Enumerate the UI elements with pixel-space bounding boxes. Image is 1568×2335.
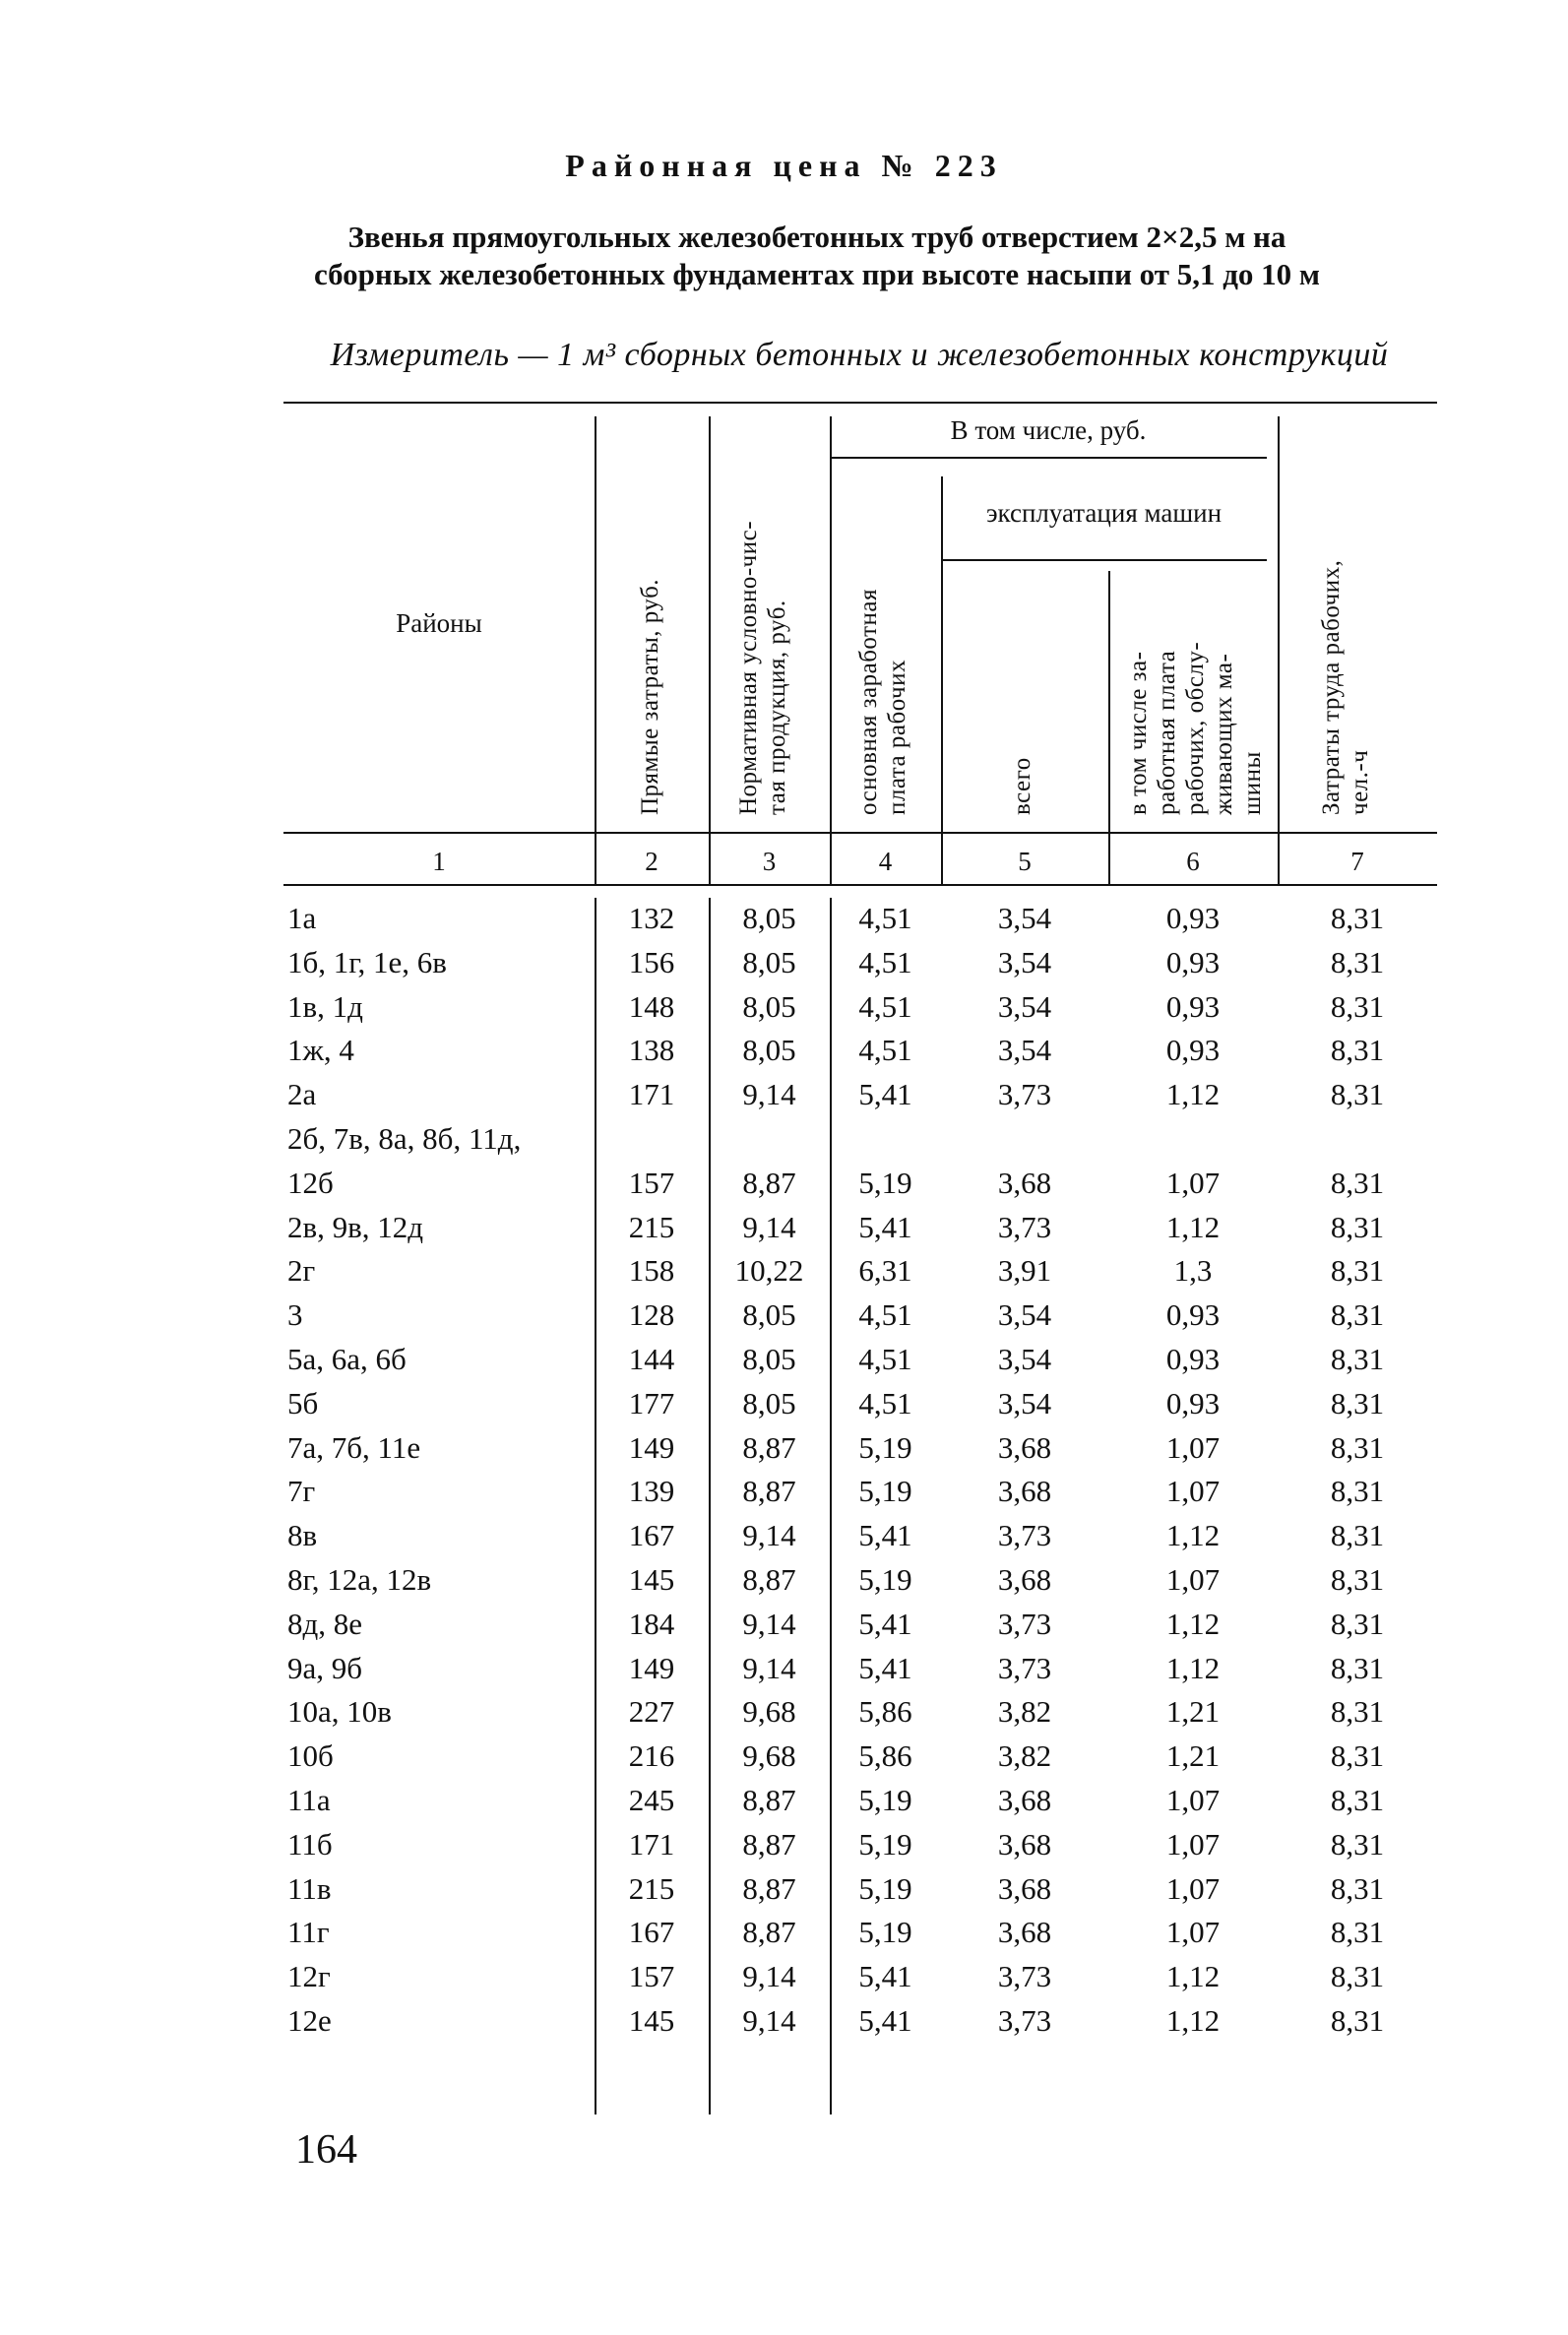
cell-wage: 5,41 xyxy=(858,2003,912,2038)
table-row xyxy=(283,1694,1437,1738)
cell-direct: 245 xyxy=(628,1783,675,1817)
cell-wage: 5,41 xyxy=(858,1959,912,1994)
cell-wage: 5,19 xyxy=(858,1826,912,1862)
cell-region: 3 xyxy=(287,1297,303,1333)
cell-wage: 5,19 xyxy=(858,1429,912,1465)
col-divider xyxy=(709,416,711,884)
cell-normative: 8,87 xyxy=(742,1165,796,1200)
cell-total: 3,82 xyxy=(997,1738,1052,1774)
column-number-6: 6 xyxy=(1186,847,1200,876)
cell-direct: 167 xyxy=(628,1915,675,1950)
col-divider xyxy=(1278,416,1280,884)
cell-incl: 1,3 xyxy=(1173,1253,1213,1289)
cell-region: 11а xyxy=(287,1783,331,1817)
cell-direct: 144 xyxy=(628,1342,675,1376)
cell-direct: 158 xyxy=(628,1253,675,1289)
cell-incl: 1,12 xyxy=(1165,1077,1221,1112)
table-row xyxy=(283,1166,1437,1210)
cell-direct: 138 xyxy=(628,1033,675,1068)
cell-incl: 0,93 xyxy=(1165,1385,1221,1420)
cell-incl: 1,07 xyxy=(1165,1429,1221,1465)
cell-incl: 0,93 xyxy=(1165,1033,1221,1068)
cell-total: 3,54 xyxy=(997,1297,1052,1333)
cell-normative: 9,14 xyxy=(742,1959,796,1994)
cell-labor: 8,31 xyxy=(1330,944,1385,979)
cell-labor: 8,31 xyxy=(1330,1209,1385,1244)
cell-total: 3,73 xyxy=(997,1209,1052,1244)
cell-wage: 5,19 xyxy=(858,1783,912,1817)
table-row xyxy=(283,1651,1437,1695)
col-divider xyxy=(941,476,943,884)
cell-normative: 9,14 xyxy=(742,1077,796,1112)
table-row xyxy=(283,1121,1437,1166)
cell-labor: 8,31 xyxy=(1330,1650,1385,1685)
header-normative-products: Нормативная условно-чис- тая продукция, руб. xyxy=(735,520,790,815)
cell-labor: 8,31 xyxy=(1330,1474,1385,1509)
cell-region: 10а, 10в xyxy=(287,1694,392,1730)
cell-incl: 1,07 xyxy=(1165,1562,1221,1597)
cell-region: 8г, 12а, 12в xyxy=(287,1562,432,1597)
cell-normative: 8,05 xyxy=(742,1033,796,1068)
cell-labor: 8,31 xyxy=(1330,1518,1385,1553)
cell-labor: 8,31 xyxy=(1330,1077,1385,1112)
cell-total: 3,68 xyxy=(997,1562,1052,1597)
cell-direct: 227 xyxy=(628,1694,675,1730)
cell-normative: 9,68 xyxy=(742,1738,796,1774)
cell-direct: 139 xyxy=(628,1474,675,1509)
table-top-rule xyxy=(283,402,1437,404)
cell-incl: 1,07 xyxy=(1165,1165,1221,1200)
column-number-4: 4 xyxy=(878,847,893,876)
cell-region: 12е xyxy=(287,2003,332,2038)
cell-incl: 1,07 xyxy=(1165,1870,1221,1906)
cell-direct: 184 xyxy=(628,1606,675,1641)
page-number: 164 xyxy=(295,2127,357,2173)
header-labor: Затраты труда рабочих, чел.-ч xyxy=(1318,559,1373,815)
cell-region: 11в xyxy=(287,1870,332,1906)
cell-labor: 8,31 xyxy=(1330,1915,1385,1950)
cell-wage: 5,41 xyxy=(858,1209,912,1244)
cell-labor: 8,31 xyxy=(1330,1959,1385,1994)
cell-normative: 9,14 xyxy=(742,1518,796,1553)
cell-direct: 145 xyxy=(628,2003,675,2038)
cell-incl: 0,93 xyxy=(1165,988,1221,1024)
cell-total: 3,68 xyxy=(997,1165,1052,1200)
cell-total: 3,68 xyxy=(997,1783,1052,1817)
cell-normative: 9,14 xyxy=(742,1209,796,1244)
table-row xyxy=(283,1033,1437,1077)
cell-normative: 8,87 xyxy=(742,1562,796,1597)
cell-labor: 8,31 xyxy=(1330,1033,1385,1068)
page-title: Районная цена № 223 xyxy=(565,148,1003,183)
cell-total: 3,73 xyxy=(997,1606,1052,1641)
cell-normative: 10,22 xyxy=(734,1253,804,1289)
cell-region: 7г xyxy=(287,1474,316,1509)
cell-direct: 156 xyxy=(628,944,675,979)
cell-region: 5б xyxy=(287,1385,319,1420)
header-direct-costs: Прямые затраты, руб. xyxy=(637,578,663,815)
cell-normative: 8,87 xyxy=(742,1783,796,1817)
cell-region: 8в xyxy=(287,1518,318,1553)
cell-total: 3,54 xyxy=(997,901,1052,935)
column-number-5: 5 xyxy=(1018,847,1032,876)
table-row xyxy=(283,1959,1437,2003)
price-table xyxy=(283,402,1437,2114)
cell-region: 1а xyxy=(287,901,317,935)
cell-normative: 9,14 xyxy=(742,1650,796,1685)
cell-incl: 0,93 xyxy=(1165,944,1221,979)
cell-wage: 5,41 xyxy=(858,1650,912,1685)
table-row xyxy=(283,1827,1437,1871)
cell-direct: 132 xyxy=(628,901,675,935)
table-row xyxy=(283,1783,1437,1827)
header-regions: Районы xyxy=(396,608,482,638)
cell-direct: 171 xyxy=(628,1077,675,1112)
cell-wage: 5,41 xyxy=(858,1077,912,1112)
cell-direct: 149 xyxy=(628,1650,675,1685)
cell-labor: 8,31 xyxy=(1330,1562,1385,1597)
cell-labor: 8,31 xyxy=(1330,1165,1385,1200)
cell-direct: 167 xyxy=(628,1518,675,1553)
cell-region: 1в, 1д xyxy=(287,988,363,1024)
cell-incl: 1,21 xyxy=(1165,1738,1221,1774)
table-row xyxy=(283,1342,1437,1386)
cell-labor: 8,31 xyxy=(1330,1429,1385,1465)
cell-total: 3,54 xyxy=(997,1342,1052,1376)
table-subtitle: Звенья прямоугольных железобетонных труб отверстием 2×2,5 м на сборных железобетонных фундаментах при высоте насыпи от 5,1 до 10 м xyxy=(313,220,1321,291)
cell-wage: 6,31 xyxy=(858,1253,912,1289)
cell-region: 9а, 9б xyxy=(287,1650,363,1685)
cell-direct: 157 xyxy=(628,1165,675,1200)
header-incl-wage: в том числе за- работная плата рабочих, обслу- живающих ма- шины xyxy=(1125,641,1266,815)
table-row xyxy=(283,945,1437,989)
cell-region: 11г xyxy=(287,1915,330,1950)
column-number-2: 2 xyxy=(645,847,659,876)
cell-direct: 215 xyxy=(628,1209,675,1244)
cell-incl: 1,12 xyxy=(1165,1959,1221,1994)
cell-incl: 1,07 xyxy=(1165,1915,1221,1950)
cell-wage: 5,19 xyxy=(858,1562,912,1597)
cell-total: 3,73 xyxy=(997,2003,1052,2038)
cell-total: 3,73 xyxy=(997,1518,1052,1553)
cell-labor: 8,31 xyxy=(1330,1826,1385,1862)
cell-total: 3,68 xyxy=(997,1429,1052,1465)
column-number-1: 1 xyxy=(432,847,446,876)
cell-labor: 8,31 xyxy=(1330,1738,1385,1774)
table-row xyxy=(283,1077,1437,1121)
cell-normative: 8,87 xyxy=(742,1870,796,1906)
cell-total: 3,82 xyxy=(997,1694,1052,1730)
cell-wage: 4,51 xyxy=(858,1385,912,1420)
machines-rule xyxy=(941,559,1267,561)
cell-labor: 8,31 xyxy=(1330,1870,1385,1906)
cell-normative: 8,87 xyxy=(742,1429,796,1465)
table-row xyxy=(283,2003,1437,2048)
header-machines: эксплуатация машин xyxy=(985,498,1223,528)
cell-direct: 128 xyxy=(628,1297,675,1333)
header-base-wage: основная заработная плата рабочих xyxy=(855,589,910,815)
cell-total: 3,54 xyxy=(997,1033,1052,1068)
cell-incl: 0,93 xyxy=(1165,1342,1221,1376)
cell-incl: 0,93 xyxy=(1165,901,1221,935)
cell-region: 7а, 7б, 11е xyxy=(287,1429,421,1465)
cell-wage: 4,51 xyxy=(858,901,912,935)
cell-total: 3,68 xyxy=(997,1474,1052,1509)
cell-total: 3,91 xyxy=(997,1253,1052,1289)
cell-direct: 157 xyxy=(628,1959,675,1994)
table-row xyxy=(283,989,1437,1034)
cell-normative: 9,68 xyxy=(742,1694,796,1730)
table-row xyxy=(283,1474,1437,1518)
table-row xyxy=(283,1871,1437,1916)
cell-normative: 8,05 xyxy=(742,988,796,1024)
cell-labor: 8,31 xyxy=(1330,1342,1385,1376)
cell-normative: 8,87 xyxy=(742,1915,796,1950)
cell-region: 1б, 1г, 1е, 6в xyxy=(287,944,447,979)
cell-region: 1ж, 4 xyxy=(287,1033,354,1068)
cell-direct: 171 xyxy=(628,1826,675,1862)
cell-wage: 5,19 xyxy=(858,1165,912,1200)
cell-wage: 4,51 xyxy=(858,988,912,1024)
cell-wage: 5,19 xyxy=(858,1870,912,1906)
cell-direct: 149 xyxy=(628,1429,675,1465)
cell-direct: 177 xyxy=(628,1385,675,1420)
col-divider xyxy=(830,416,832,884)
measure-unit: Измеритель — 1 м³ сборных бетонных и железобетонных конструкций xyxy=(330,337,1389,373)
cell-region: 10б xyxy=(287,1738,334,1774)
cell-labor: 8,31 xyxy=(1330,1385,1385,1420)
cell-total: 3,68 xyxy=(997,1826,1052,1862)
cell-incl: 1,12 xyxy=(1165,2003,1221,2038)
cell-total: 3,73 xyxy=(997,1077,1052,1112)
table-row xyxy=(283,1738,1437,1783)
cell-incl: 1,12 xyxy=(1165,1209,1221,1244)
cell-labor: 8,31 xyxy=(1330,1783,1385,1817)
numbers-bottom-rule xyxy=(283,884,1437,886)
cell-incl: 1,07 xyxy=(1165,1783,1221,1817)
cell-labor: 8,31 xyxy=(1330,901,1385,935)
cell-region: 12г xyxy=(287,1959,331,1994)
header-including: В том числе, руб. xyxy=(950,415,1147,445)
cell-total: 3,68 xyxy=(997,1915,1052,1950)
cell-incl: 1,12 xyxy=(1165,1518,1221,1553)
cell-wage: 4,51 xyxy=(858,1033,912,1068)
cell-wage: 5,86 xyxy=(858,1694,912,1730)
cell-incl: 0,93 xyxy=(1165,1297,1221,1333)
cell-labor: 8,31 xyxy=(1330,1694,1385,1730)
cell-total: 3,54 xyxy=(997,988,1052,1024)
cell-total: 3,68 xyxy=(997,1870,1052,1906)
including-rule xyxy=(830,457,1267,459)
cell-region: 2г xyxy=(287,1253,316,1289)
cell-normative: 9,14 xyxy=(742,1606,796,1641)
cell-region: 8д, 8е xyxy=(287,1606,363,1641)
table-row xyxy=(283,901,1437,945)
header-bottom-rule xyxy=(283,832,1437,834)
cell-wage: 5,41 xyxy=(858,1606,912,1641)
table-row xyxy=(283,1607,1437,1651)
table-row xyxy=(283,1210,1437,1254)
cell-direct: 148 xyxy=(628,988,675,1024)
cell-region: 5а, 6а, 6б xyxy=(287,1342,407,1376)
table-row xyxy=(283,1430,1437,1475)
table-row xyxy=(283,1518,1437,1562)
header-total: всего xyxy=(1009,757,1035,815)
cell-normative: 8,05 xyxy=(742,1297,796,1333)
cell-normative: 8,87 xyxy=(742,1826,796,1862)
cell-direct: 215 xyxy=(628,1870,675,1906)
table-row xyxy=(283,1915,1437,1959)
cell-wage: 4,51 xyxy=(858,1297,912,1333)
cell-total: 3,73 xyxy=(997,1650,1052,1685)
cell-wage: 5,19 xyxy=(858,1915,912,1950)
table-row xyxy=(283,1297,1437,1342)
table-row xyxy=(283,1253,1437,1297)
cell-wage: 4,51 xyxy=(858,1342,912,1376)
cell-total: 3,54 xyxy=(997,944,1052,979)
cell-direct: 145 xyxy=(628,1562,675,1597)
col-divider xyxy=(595,416,596,884)
cell-wage: 5,19 xyxy=(858,1474,912,1509)
table-row xyxy=(283,1386,1437,1430)
cell-incl: 1,12 xyxy=(1165,1650,1221,1685)
cell-normative: 8,05 xyxy=(742,1385,796,1420)
cell-normative: 8,87 xyxy=(742,1474,796,1509)
cell-total: 3,73 xyxy=(997,1959,1052,1994)
cell-total: 3,54 xyxy=(997,1385,1052,1420)
table-row xyxy=(283,1562,1437,1607)
cell-wage: 4,51 xyxy=(858,944,912,979)
column-number-7: 7 xyxy=(1350,847,1364,876)
cell-labor: 8,31 xyxy=(1330,1253,1385,1289)
col-divider xyxy=(1108,571,1110,884)
column-number-3: 3 xyxy=(762,847,777,876)
cell-direct: 216 xyxy=(628,1738,675,1774)
cell-normative: 8,05 xyxy=(742,944,796,979)
cell-labor: 8,31 xyxy=(1330,1606,1385,1641)
cell-incl: 1,21 xyxy=(1165,1694,1221,1730)
cell-region: 12б xyxy=(287,1165,334,1200)
cell-incl: 1,07 xyxy=(1165,1474,1221,1509)
cell-labor: 8,31 xyxy=(1330,1297,1385,1333)
cell-wage: 5,86 xyxy=(858,1738,912,1774)
cell-normative: 8,05 xyxy=(742,1342,796,1376)
cell-normative: 8,05 xyxy=(742,901,796,935)
cell-region: 2в, 9в, 12д xyxy=(287,1209,424,1244)
cell-incl: 1,07 xyxy=(1165,1826,1221,1862)
cell-region: 11б xyxy=(287,1826,333,1862)
cell-labor: 8,31 xyxy=(1330,988,1385,1024)
cell-region: 2а xyxy=(287,1077,317,1112)
cell-wage: 5,41 xyxy=(858,1518,912,1553)
cell-labor: 8,31 xyxy=(1330,2003,1385,2038)
cell-incl: 1,12 xyxy=(1165,1606,1221,1641)
cell-region: 2б, 7в, 8а, 8б, 11д, xyxy=(287,1121,522,1156)
cell-normative: 9,14 xyxy=(742,2003,796,2038)
